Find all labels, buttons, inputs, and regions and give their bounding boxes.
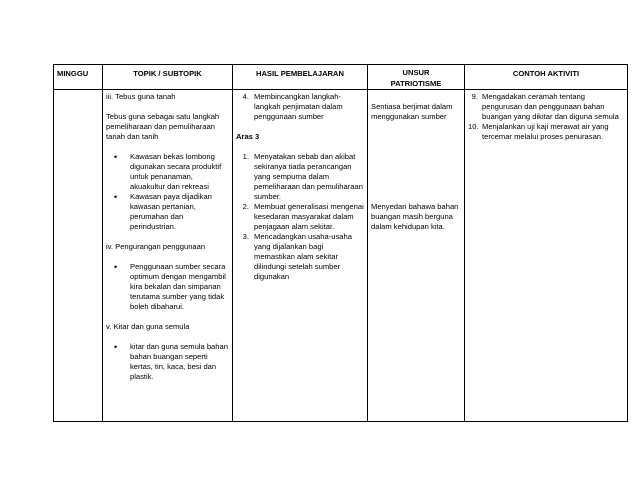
list-item: 10. Menjalankan uji kaji merawat air yang tercemar melalui proses penurasan. [468,122,609,141]
subtopic-title: iii. Tebus guna tanah [106,92,176,101]
header-hasil: HASIL PEMBELAJARAN [233,65,368,90]
header-topik: TOPIK / SUBTOPIK [103,65,233,90]
list-item: • kitar dan guna semula bahan bahan buangan seperti kertas, tin, kaca, besi dan plastik. [114,342,228,381]
list-item: 4. Membincangkan langkah-langkah penjimatan dalam penggunaan sumber [242,92,343,121]
subtopic-title: v. Kitar dan guna semula [106,322,190,331]
list-item: 1. Menyatakan sebab dan akibat sekiranya tiada perancangan yang sempurna dalam pemeliharaan dan pemuliharaan sumber. [242,152,363,201]
bullet-icon: • [114,192,118,202]
subtopic-description: Tebus guna sebagai satu langkah pemeliharaan dan pemuliharaan tanah dan tanih [106,112,220,141]
list-item: 3. Mencadangkan usaha-usaha yang dijalankan bagi memastikan alam sekitar dilindungi setelah sumber digunakan [242,232,352,281]
lesson-plan-table [53,64,628,422]
subtopic-title: iv. Pengurangan penggunaan [106,242,206,251]
list-item: 9. Mengadakan ceramah tentang pengurusan dan penggunaan bahan buangan yang dikitar dan diguna semula [471,92,619,121]
minggu-cell [54,90,103,422]
header-minggu: MINGGU [54,65,103,90]
topik-cell [103,90,233,422]
unsur-cell [368,90,465,422]
bullet-icon: • [114,152,118,162]
patriotism-text: Menyedari bahawa bahan buangan masih berguna dalam kehidupan kita. [371,202,459,231]
bullet-icon: • [114,262,118,272]
patriotism-text: Sentiasa berjimat dalam menggunakan sumber [371,102,453,121]
list-item: • Kawasan bekas lombong digunakan secara produktif untuk penanaman, akuakultur dan rekreasi [114,152,222,191]
bullet-icon: • [114,342,118,352]
content-row [54,90,628,422]
list-item: 2. Membuat generalisasi mengenai kesedaran masyarakat dalam penjagaan alam sekitar. [242,202,364,231]
contoh-cell [465,90,628,422]
hasil-cell [233,90,368,422]
header-unsur: UNSUR PATRIOTISME [368,65,465,90]
header-contoh: CONTOH AKTIVITI [465,65,628,90]
header-row [54,65,628,90]
aras-heading: Aras 3 [236,132,260,141]
list-item: • Kawasan paya dijadikan kawasan pertanian, perumahan dan perindustrian. [114,192,212,231]
list-item: • Penggunaan sumber secara optimum dengan mengambil kira bekalan dan simpanan terutama sumber yang tidak boleh dibaharui. [114,262,226,311]
